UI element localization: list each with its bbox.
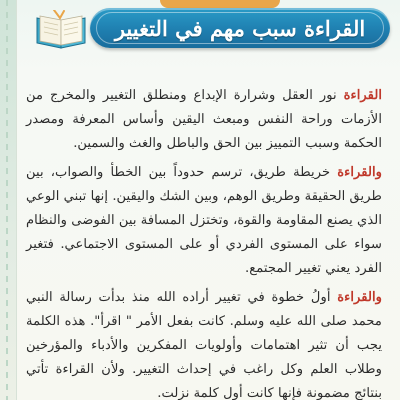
title-banner bbox=[90, 8, 390, 48]
paragraph-lead-word: والقراءة bbox=[337, 165, 382, 180]
paragraph-text: أولُ خطوة في تغيير أراده الله منذ بدأت رسالة النبي محمد صلى الله عليه وسلم. كانت بفعل الأمر " اقرأ". هذه الكلمة يجب أن تثير اهتمامات وأولويات المفكرين والأدباء والمؤرخين وطلاب العلم وكل راغب في إحداث التغيير. ولأن القراءة تأتي بنتائج مضمونة فإنها كانت أول كلمة نزلت. bbox=[26, 290, 382, 400]
banner-tab-decoration bbox=[160, 0, 280, 8]
left-border-decoration bbox=[0, 0, 17, 400]
paragraph-2 bbox=[26, 161, 382, 281]
article-body bbox=[26, 84, 382, 400]
header-banner bbox=[90, 0, 390, 62]
page-title: القراءة سبب مهم في التغيير bbox=[114, 15, 366, 41]
paragraph-3 bbox=[26, 286, 382, 400]
open-book-icon bbox=[34, 10, 88, 50]
paragraph-text: خريطة طريق، ترسم حدوداً بين الخطأ والصواب، بين طريق الحقيقة وطريق الوهم، وبين الشك واليقين. إنها تبني الوعي الذي يصنع المقاومة والقوة، وتختزل المسافة بين الفوضى والنظام سواء على المستوى الفردي أو على المستوى الاجتماعي. فتغير الفرد يعني تغيير المجتمع. bbox=[26, 165, 382, 276]
paragraph-text: نور العقل وشرارة الإبداع ومنطلق التغيير والمخرج من الأزمات وراحة النفس ومبعث اليقين وأساس المعرفة ومصدر الحكمة وسبب التمييز بين الحق والباطل والغث والسمين. bbox=[26, 88, 382, 151]
paragraph-1 bbox=[26, 84, 382, 156]
paragraph-lead-word: القراءة bbox=[343, 88, 382, 103]
paragraph-lead-word: والقراءة bbox=[337, 290, 382, 305]
